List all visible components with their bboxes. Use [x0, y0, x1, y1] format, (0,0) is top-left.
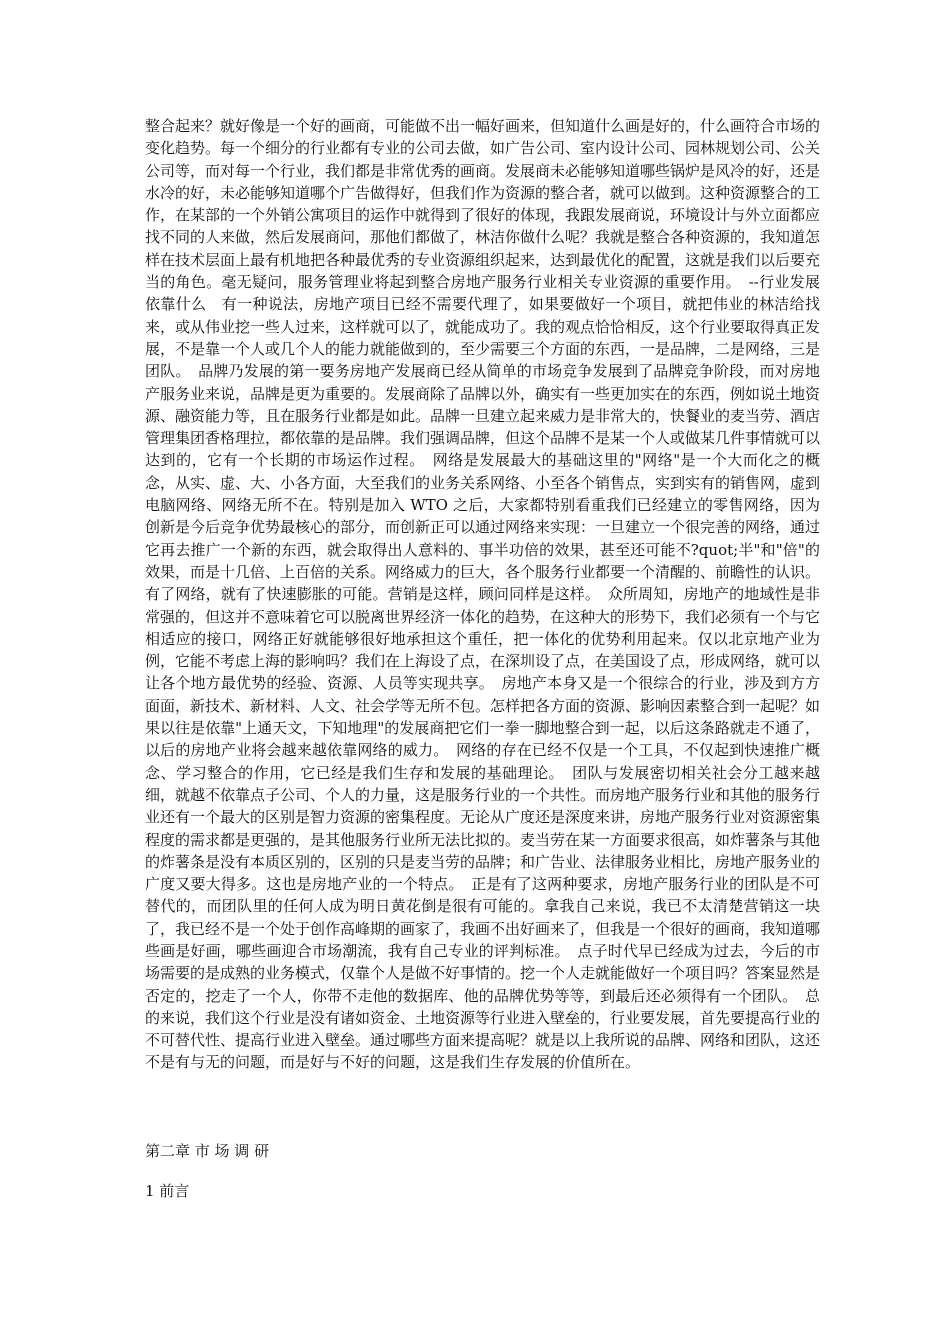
- body-paragraph: 整合起来？就好像是一个好的画商，可能做不出一幅好画来，但知道什么画是好的，什么画符合市场的变化趋势。每一个细分的行业都有专业的公司去做，如广告公司、室内设计公司、园林规划公司、公关公司等，而对每一个行业，我们都是非常优秀的画商。发展商未必能够知道哪些锅炉是风冷的好，还是水冷的好，未必能够知道哪个广告做得好，但我们作为资源的整合者，就可以做到。这种资源整合的工作，在某部的一个外销公寓项目的运作中就得到了很好的体现，我跟发展商说，环境设计与外立面都应找不同的人来做，然后发展商问，那他们都做了，林洁你做什么呢？我就是整合各种资源的，我知道怎样在技术层面上最有机地把各种最优秀的专业资源组织起来，达到最优化的配置，这就是我们以后要充当的角色。毫无疑问，服务管理业将起到整合房地产服务行业相关专业资源的重要作用。 --行业发展依靠什么 有一种说法，房地产项目已经不需要代理了，如果要做好一个项目，就把伟业的林洁给找来，或从伟业挖一些人过来，这样就可以了，就能成功了。我的观点恰恰相反，这个行业要取得真正发展，不是靠一个人或几个人的能力就能做到的，至少需要三个方面的东西，一是品牌，二是网络，三是团队。 品牌乃发展的第一要务房地产发展商已经从简单的市场竞争发展到了品牌竞争阶段，而对房地产服务业来说，品牌是更为重要的。发展商除了品牌以外，确实有一些更加实在的东西，例如说土地资源、融资能力等，且在服务行业都是如此。品牌一旦建立起来威力是非常大的，快餐业的麦当劳、酒店管理集团香格理拉，都依靠的是品牌。我们强调品牌，但这个品牌不是某一个人或做某几件事情就可以达到的，它有一个长期的市场运作过程。 网络是发展最大的基础这里的"网络"是一个大而化之的概念，从实、虚、大、小各方面，大至我们的业务关系网络、小至各个销售点，实到实有的销售网，虚到电脑网络、网络无所不在。特别是加入 WTO 之后，大家都特别看重我们已经建立的零售网络，因为创新是今后竞争优势最核心的部分，而创新正可以通过网络来实现：一旦建立一个很完善的网络，通过它再去推广一个新的东西，就会取得出人意料的、事半功倍的效果，甚至还可能不?quot;半"和"倍"的效果，而是十几倍、上百倍的关系。网络威力的巨大，各个服务行业都要一个清醒的、前瞻性的认识。有了网络，就有了快速膨胀的可能。营销是这样，顾问同样是这样。 众所周知，房地产的地域性是非常强的，但这并不意味着它可以脱离世界经济一体化的趋势，在这种大的形势下，我们必须有一个与它相适应的接口，网络正好就能够很好地承担这个重任，把一体化的优势利用起来。仅以北京地产业为例，它能不考虑上海的影响吗？我们在上海设了点，在深圳设了点，在美国设了点，形成网络，就可以让各个地方最优势的经验、资源、人员等实现共享。 房地产本身又是一个很综合的行业，涉及到方方面面，新技术、新材料、人文、社会学等无所不包。怎样把各方面的资源、影响因素整合到一起呢？如果以往是依靠"上通天文，下知地理"的发展商把它们一拳一脚地整合到一起，以后这条路就走不通了，以后的房地产业将会越来越依靠网络的威力。 网络的存在已经不仅是一个工具，不仅起到快速推广概念、学习整合的作用，它已经是我们生存和发展的基础理论。 团队与发展密切相关社会分工越来越细，就越不依靠点子公司、个人的力量，这是服务行业的一个共性。而房地产服务行业和其他的服务行业还有一个最大的区别是智力资源的密集程度。无论从广度还是深度来讲，房地产服务行业对资源密集程度的需求都是更强的，是其他服务行业所无法比拟的。麦当劳在某一方面要求很高，如炸薯条与其他的炸薯条是没有本质区别的，区别的只是麦当劳的品牌；和广告业、法律服务业相比，房地产服务业的广度又要大得多。这也是房地产业的一个特点。 正是有了这两种要求，房地产服务行业的团队是不可替代的，而团队里的任何人成为明日黄花倒是很有可能的。拿我自己来说，我已不太清楚营销这一块了，我已经不是一个处于创作高峰期的画家了，我画不出好画来了，但我是一个很好的画商，我知道哪些画是好画，哪些画迎合市场潮流，我有自己专业的评判标准。 点子时代早已经成为过去，今后的市场需要的是成熟的业务模式，仅靠个人是做不好事情的。挖一个人走就能做好一个项目吗？答案显然是否定的，挖走了一个人，你带不走他的数据库、他的品牌优势等等，到最后还必须得有一个团队。 总的来说，我们这个行业是没有诸如资金、土地资源等行业进入壁垒的，行业要发展，首先要提高行业的不可替代性、提高行业进入壁垒。通过哪些方面来提高呢？就是以上我所说的品牌、网络和团队，这还不是有与无的问题，而是好与不好的问题，这是我们生存发展的价值所在。: [145, 117, 821, 1072]
- chapter-heading: 第二章 市 场 调 研: [145, 1142, 270, 1160]
- section-heading: 1 前言: [145, 1182, 190, 1200]
